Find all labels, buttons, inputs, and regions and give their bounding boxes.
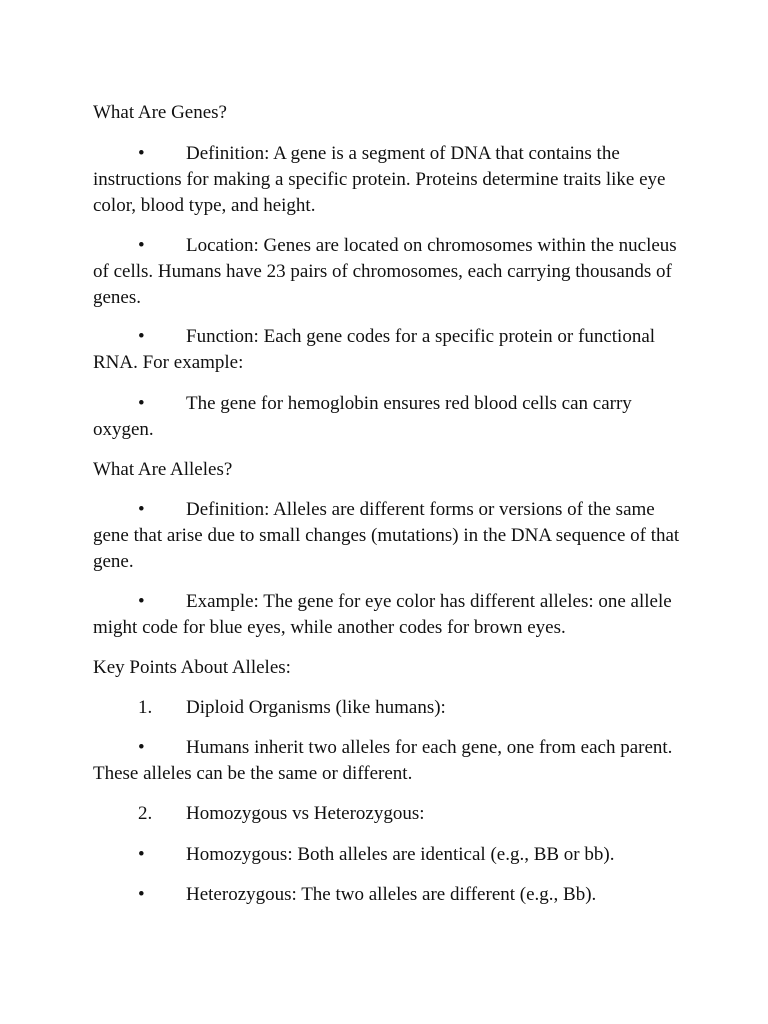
list-item xyxy=(93,735,683,787)
bullet-marker: • xyxy=(138,143,145,164)
list-item xyxy=(93,391,683,443)
list-item-text: Homozygous: Both alleles are identical (e.g., BB or bb). xyxy=(186,844,615,865)
list-item xyxy=(93,141,683,219)
list-item xyxy=(93,497,683,575)
list-item xyxy=(93,589,683,641)
list-item-text: Homozygous vs Heterozygous: xyxy=(186,803,425,824)
bullet-marker: • xyxy=(138,499,145,520)
bullet-marker: • xyxy=(138,235,145,256)
bullet-marker: • xyxy=(138,844,145,865)
list-item-text: Definition: A gene is a segment of DNA that contains the instructions for making a specific protein. Proteins determine traits like eye color, blood type, and height. xyxy=(93,143,666,216)
section-heading-alleles: What Are Alleles? xyxy=(93,459,233,480)
list-item-text: Function: Each gene codes for a specific protein or functional RNA. For example: xyxy=(93,326,656,373)
list-item xyxy=(93,801,683,827)
bullet-marker: • xyxy=(138,393,145,414)
list-item-text: Diploid Organisms (like humans): xyxy=(186,697,446,718)
bullet-marker: • xyxy=(138,737,145,758)
list-item-text: Example: The gene for eye color has different alleles: one allele might code for blue eyes, while another codes for brown eyes. xyxy=(93,591,672,638)
list-item-text: Location: Genes are located on chromosomes within the nucleus of cells. Humans have 23 pairs of chromosomes, each carrying thousands of genes. xyxy=(93,235,677,308)
section-heading-genes: What Are Genes? xyxy=(93,102,227,123)
list-item xyxy=(93,233,683,311)
bullet-marker: • xyxy=(138,326,145,347)
list-item xyxy=(93,324,683,376)
bullet-marker: • xyxy=(138,884,145,905)
section-heading-key-points: Key Points About Alleles: xyxy=(93,657,291,678)
bullet-marker: • xyxy=(138,591,145,612)
list-item xyxy=(93,882,683,908)
list-item-text: The gene for hemoglobin ensures red blood cells can carry oxygen. xyxy=(93,393,632,440)
list-item-text: Humans inherit two alleles for each gene, one from each parent. These alleles can be the same or different. xyxy=(93,737,673,784)
list-item-text: Heterozygous: The two alleles are different (e.g., Bb). xyxy=(186,884,597,905)
number-marker: 1. xyxy=(138,697,153,718)
list-item xyxy=(93,695,683,721)
list-item xyxy=(93,842,683,868)
list-item-text: Definition: Alleles are different forms or versions of the same gene that arise due to small changes (mutations) in the DNA sequence of that gene. xyxy=(93,499,680,572)
number-marker: 2. xyxy=(138,803,153,824)
